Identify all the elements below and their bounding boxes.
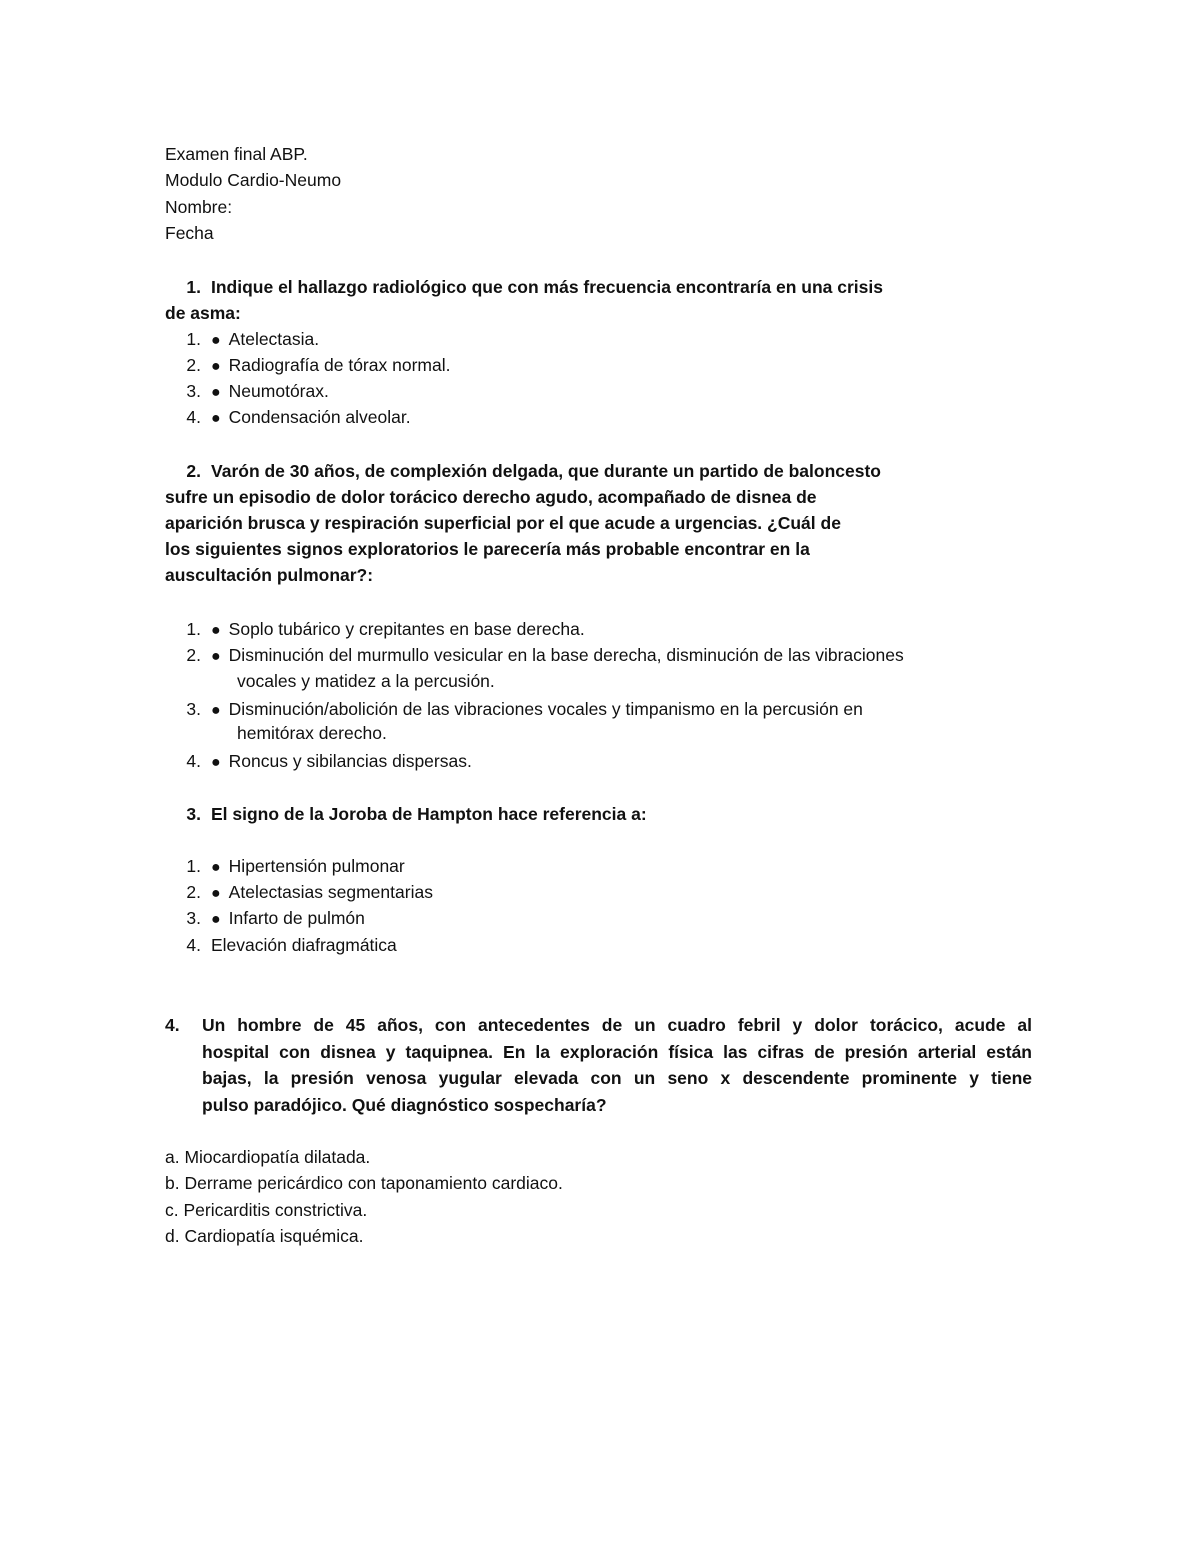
bullet-icon: ● bbox=[211, 410, 221, 427]
question-text: Indique el hallazgo radiológico que con más frecuencia encontraría en una crisis bbox=[211, 277, 883, 297]
option-continued: vocales y matidez a la percusión. bbox=[237, 671, 495, 691]
option-number: 4. bbox=[186, 935, 201, 955]
option-number: 3. bbox=[186, 381, 201, 401]
question-2-line: auscultación pulmonar?: bbox=[165, 565, 374, 585]
option-number: 2. bbox=[186, 355, 201, 375]
date-label: Fecha bbox=[165, 223, 214, 243]
answer-option bbox=[165, 327, 319, 353]
answer-option bbox=[165, 749, 472, 775]
option-text: Atelectasias segmentarias bbox=[228, 882, 433, 902]
question-4-line: hospital con disnea y taquipnea. En la exploración física las cifras de presión arterial están bbox=[202, 1042, 1032, 1062]
question-text: Varón de 30 años, de complexión delgada, que durante un partido de baloncesto bbox=[211, 461, 881, 481]
module-name: Modulo Cardio-Neumo bbox=[165, 170, 342, 190]
answer-option: a. Miocardiopatía dilatada. bbox=[165, 1147, 371, 1167]
question-number: 2. bbox=[186, 461, 201, 481]
bullet-icon: ● bbox=[211, 859, 221, 876]
question-3 bbox=[165, 802, 647, 826]
answer-option bbox=[165, 379, 329, 405]
answer-option bbox=[165, 697, 863, 723]
option-text: Atelectasia. bbox=[228, 329, 320, 349]
option-text: Disminución del murmullo vesicular en la base derecha, disminución de las vibraciones bbox=[228, 645, 904, 665]
option-text: Radiografía de tórax normal. bbox=[228, 355, 451, 375]
option-number: 3. bbox=[186, 908, 201, 928]
answer-option bbox=[165, 353, 450, 379]
answer-option bbox=[165, 854, 405, 880]
option-text: Roncus y sibilancias dispersas. bbox=[228, 751, 472, 771]
question-4-line: Un hombre de 45 años, con antecedentes de un cuadro febril y dolor torácico, acude al bbox=[202, 1015, 1032, 1035]
answer-option bbox=[165, 906, 365, 932]
option-text: Hipertensión pulmonar bbox=[228, 856, 405, 876]
answer-option bbox=[165, 880, 433, 906]
option-number: 3. bbox=[186, 699, 201, 719]
option-text: Soplo tubárico y crepitantes en base derecha. bbox=[228, 619, 585, 639]
bullet-icon: ● bbox=[211, 358, 221, 375]
answer-option: b. Derrame pericárdico con taponamiento cardiaco. bbox=[165, 1173, 563, 1193]
answer-option bbox=[165, 405, 411, 431]
answer-option bbox=[165, 617, 585, 643]
bullet-icon: ● bbox=[211, 911, 221, 928]
option-number: 2. bbox=[186, 645, 201, 665]
question-4-number: 4. bbox=[165, 1015, 180, 1035]
option-number: 2. bbox=[186, 882, 201, 902]
question-4-line: bajas, la presión venosa yugular elevada con un seno x descendente prominente y tiene bbox=[202, 1068, 1032, 1088]
question-number: 1. bbox=[186, 277, 201, 297]
option-number: 4. bbox=[186, 751, 201, 771]
question-4-line: pulso paradójico. Qué diagnóstico sospecharía? bbox=[202, 1095, 607, 1115]
answer-option: c. Pericarditis constrictiva. bbox=[165, 1200, 368, 1220]
bullet-icon: ● bbox=[211, 702, 221, 719]
bullet-icon: ● bbox=[211, 754, 221, 771]
question-1-continued: de asma: bbox=[165, 303, 241, 323]
answer-option bbox=[165, 933, 397, 957]
option-continued: hemitórax derecho. bbox=[237, 723, 387, 743]
option-number: 1. bbox=[186, 619, 201, 639]
question-2-line: sufre un episodio de dolor torácico derecho agudo, acompañado de disnea de bbox=[165, 487, 817, 507]
bullet-icon: ● bbox=[211, 648, 221, 665]
option-number: 1. bbox=[186, 329, 201, 349]
question-2 bbox=[165, 459, 881, 483]
option-text: Condensación alveolar. bbox=[228, 407, 411, 427]
option-text: Infarto de pulmón bbox=[228, 908, 365, 928]
question-2-line: aparición brusca y respiración superficial por el que acude a urgencias. ¿Cuál de bbox=[165, 513, 841, 533]
bullet-icon: ● bbox=[211, 332, 221, 349]
answer-option bbox=[165, 643, 904, 669]
question-number: 3. bbox=[186, 804, 201, 824]
option-number: 1. bbox=[186, 856, 201, 876]
option-number: 4. bbox=[186, 407, 201, 427]
name-label: Nombre: bbox=[165, 197, 233, 217]
question-1 bbox=[165, 275, 883, 299]
option-text: Elevación diafragmática bbox=[211, 935, 397, 955]
question-2-line: los siguientes signos exploratorios le parecería más probable encontrar en la bbox=[165, 539, 810, 559]
option-text: Neumotórax. bbox=[228, 381, 329, 401]
answer-option: d. Cardiopatía isquémica. bbox=[165, 1226, 364, 1246]
option-text: Disminución/abolición de las vibraciones vocales y timpanismo en la percusión en bbox=[228, 699, 863, 719]
question-text: El signo de la Joroba de Hampton hace referencia a: bbox=[211, 804, 647, 824]
bullet-icon: ● bbox=[211, 885, 221, 902]
bullet-icon: ● bbox=[211, 384, 221, 401]
bullet-icon: ● bbox=[211, 622, 221, 639]
exam-title: Examen final ABP. bbox=[165, 144, 308, 164]
